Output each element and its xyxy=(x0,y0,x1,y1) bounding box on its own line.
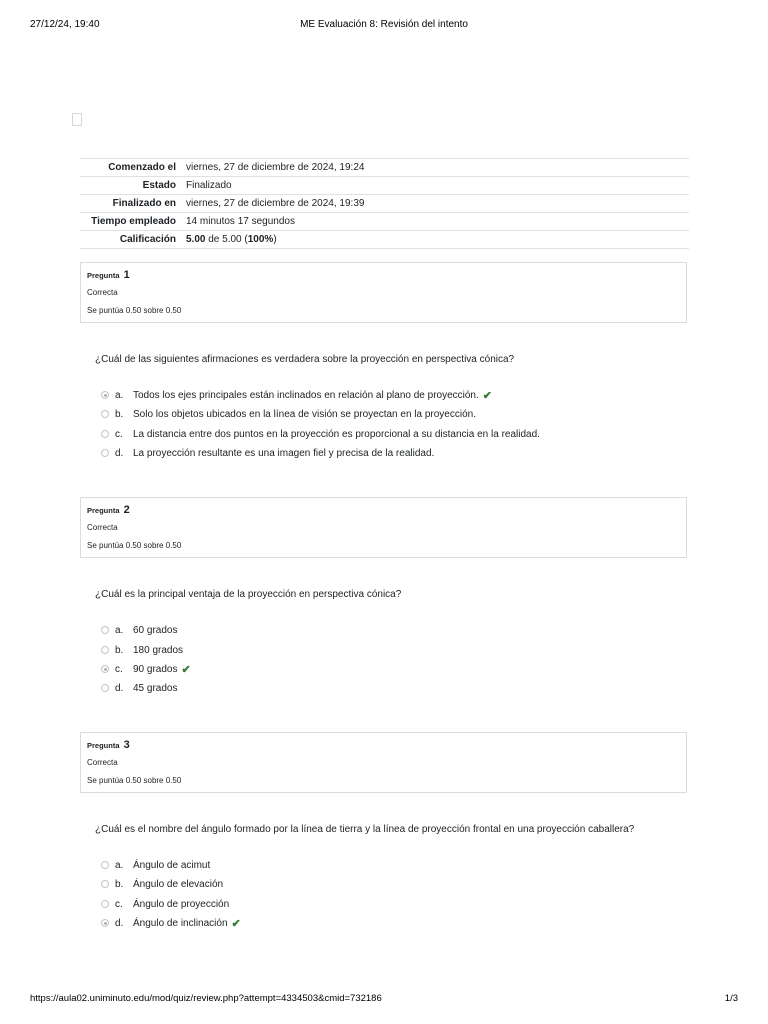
question-info-1 xyxy=(80,262,687,323)
checkmark-icon: ✔ xyxy=(231,917,241,930)
answer-text: Ángulo de proyección xyxy=(133,898,230,910)
summary-label: Estado xyxy=(80,177,182,195)
checkmark-icon: ✔ xyxy=(482,389,492,402)
question-state: Correcta xyxy=(87,288,118,297)
answer-option[interactable] xyxy=(101,623,177,637)
answer-text: 180 grados xyxy=(133,644,184,656)
print-url: https://aula02.uniminuto.edu/mod/quiz/review.php?attempt=4334503&cmid=732186 xyxy=(30,993,382,1004)
grade-close: ) xyxy=(273,234,277,245)
answer-text: La distancia entre dos puntos en la proyección es proporcional a su distancia en la realidad. xyxy=(133,428,540,440)
radio-icon[interactable] xyxy=(101,430,109,438)
summary-row-started xyxy=(80,159,689,177)
summary-value: Finalizado xyxy=(182,177,689,195)
answer-letter: c. xyxy=(115,663,123,675)
summary-label: Finalizado en xyxy=(80,195,182,213)
answer-text: 60 grados xyxy=(133,624,178,636)
answer-text: Ángulo de elevación xyxy=(133,878,224,890)
summary-row-finished xyxy=(80,195,689,213)
question-number xyxy=(87,269,130,281)
answer-letter: c. xyxy=(115,898,123,910)
question-grade: Se puntúa 0.50 sobre 0.50 xyxy=(87,306,182,315)
print-date: 27/12/24, 19:40 xyxy=(30,19,100,30)
radio-icon[interactable] xyxy=(101,684,109,692)
answer-text: Ángulo de acimut xyxy=(133,859,211,871)
radio-icon[interactable] xyxy=(101,410,109,418)
answer-text: 45 grados xyxy=(133,682,178,694)
question-text: ¿Cuál es el nombre del ángulo formado por la línea de tierra y la línea de proyección frontal en una proyección caballera? xyxy=(95,824,635,835)
radio-icon[interactable] xyxy=(101,861,109,869)
grade-of: de 5.00 ( xyxy=(205,234,248,245)
question-num: 1 xyxy=(123,269,130,281)
question-number xyxy=(87,739,130,751)
question-number xyxy=(87,504,130,516)
summary-row-state xyxy=(80,177,689,195)
answer-option[interactable] xyxy=(101,877,223,891)
answer-letter: b. xyxy=(115,878,124,890)
summary-label: Comenzado el xyxy=(80,159,182,177)
answer-letter: d. xyxy=(115,447,124,459)
answer-text: 90 grados xyxy=(133,663,178,675)
question-info-2 xyxy=(80,497,687,558)
radio-icon[interactable] xyxy=(101,391,109,399)
question-grade: Se puntúa 0.50 sobre 0.50 xyxy=(87,541,182,550)
question-num: 2 xyxy=(123,504,130,516)
answer-option[interactable] xyxy=(101,858,210,872)
answer-option[interactable] xyxy=(101,916,241,930)
answer-text: Solo los objetos ubicados en la línea de visión se proyectan en la proyección. xyxy=(133,408,476,420)
answer-option[interactable] xyxy=(101,662,191,676)
answer-option[interactable] xyxy=(101,681,177,695)
answer-option[interactable] xyxy=(101,427,540,441)
radio-icon[interactable] xyxy=(101,919,109,927)
question-text: ¿Cuál es la principal ventaja de la proyección en perspectiva cónica? xyxy=(95,589,402,600)
print-title: ME Evaluación 8: Revisión del intento xyxy=(300,19,468,30)
answer-letter: c. xyxy=(115,428,123,440)
question-grade: Se puntúa 0.50 sobre 0.50 xyxy=(87,776,182,785)
summary-row-grade xyxy=(80,231,689,249)
question-num: 3 xyxy=(123,739,130,751)
summary-value: 14 minutos 17 segundos xyxy=(182,213,689,231)
question-state: Correcta xyxy=(87,523,118,532)
grade-percent: 100% xyxy=(247,234,274,245)
answer-letter: a. xyxy=(115,624,124,636)
answer-option[interactable] xyxy=(101,407,476,421)
answer-letter: d. xyxy=(115,682,124,694)
print-footer xyxy=(0,993,768,1007)
answer-letter: a. xyxy=(115,859,124,871)
radio-icon[interactable] xyxy=(101,900,109,908)
summary-grade xyxy=(182,231,689,249)
answer-option[interactable] xyxy=(101,897,229,911)
attempt-summary-table xyxy=(80,158,689,249)
summary-label: Tiempo empleado xyxy=(80,213,182,231)
answer-option[interactable] xyxy=(101,388,492,402)
answer-text: Ángulo de inclinación xyxy=(133,917,228,929)
radio-icon[interactable] xyxy=(101,646,109,654)
answer-text: Todos los ejes principales están inclinados en relación al plano de proyección. xyxy=(133,389,479,401)
summary-value: viernes, 27 de diciembre de 2024, 19:39 xyxy=(182,195,689,213)
answer-text: La proyección resultante es una imagen fiel y precisa de la realidad. xyxy=(133,447,435,459)
answer-letter: d. xyxy=(115,917,124,929)
answer-letter: a. xyxy=(115,389,124,401)
radio-icon[interactable] xyxy=(101,880,109,888)
grade-score: 5.00 xyxy=(186,234,206,245)
question-label: Pregunta xyxy=(87,271,120,280)
question-info-3 xyxy=(80,732,687,793)
radio-icon[interactable] xyxy=(101,449,109,457)
print-page-number: 1/3 xyxy=(724,993,738,1004)
answer-option[interactable] xyxy=(101,643,183,657)
radio-icon[interactable] xyxy=(101,665,109,673)
print-header xyxy=(0,19,768,33)
question-label: Pregunta xyxy=(87,506,120,515)
question-label: Pregunta xyxy=(87,741,120,750)
document-icon xyxy=(72,113,82,126)
question-text: ¿Cuál de las siguientes afirmaciones es verdadera sobre la proyección en perspectiva cónica? xyxy=(95,354,515,365)
summary-label: Calificación xyxy=(80,231,182,249)
answer-letter: b. xyxy=(115,408,124,420)
question-state: Correcta xyxy=(87,758,118,767)
checkmark-icon: ✔ xyxy=(181,663,191,676)
answer-option[interactable] xyxy=(101,446,434,460)
radio-icon[interactable] xyxy=(101,626,109,634)
answer-letter: b. xyxy=(115,644,124,656)
summary-value: viernes, 27 de diciembre de 2024, 19:24 xyxy=(182,159,689,177)
summary-row-time xyxy=(80,213,689,231)
